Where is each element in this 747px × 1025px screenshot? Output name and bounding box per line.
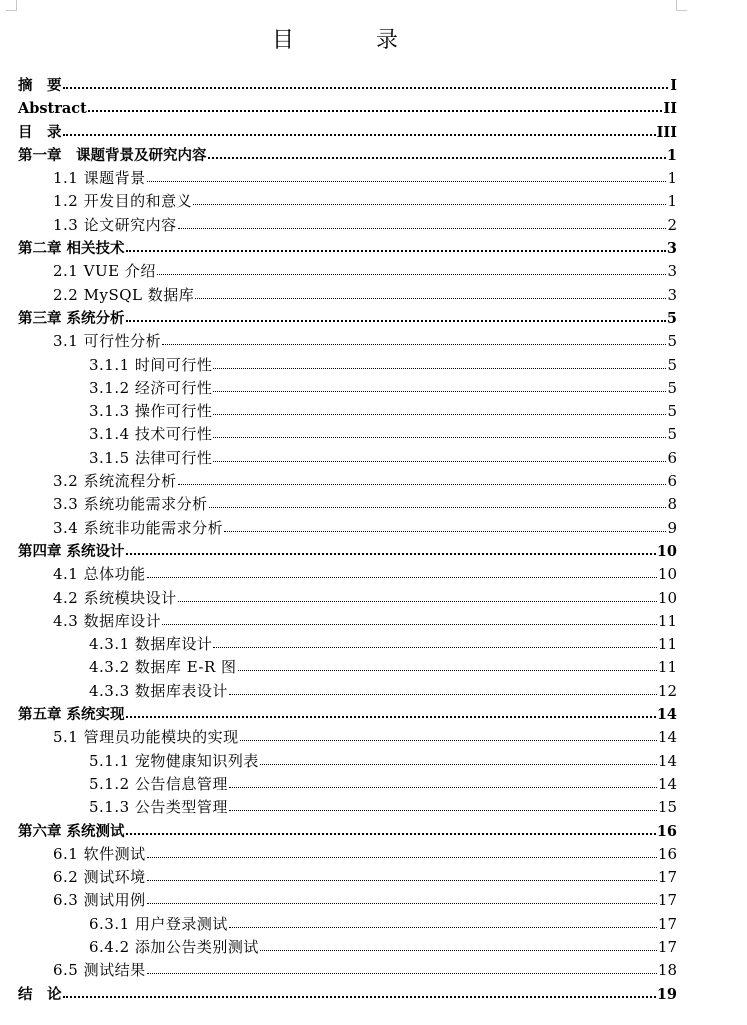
toc-entry[interactable]	[18, 866, 677, 889]
toc-entry-label: 3.1.2 经济可行性	[89, 378, 213, 397]
toc-entry-label: 6.3 测试用例	[53, 891, 146, 910]
toc-entry-label: 3.2 系统流程分析	[53, 472, 177, 491]
toc-dot-leader	[147, 171, 667, 183]
toc-entry[interactable]	[18, 703, 677, 726]
toc-dot-leader	[178, 591, 657, 603]
toc-page-number: 14	[656, 706, 677, 724]
toc-dot-leader	[260, 754, 657, 766]
toc-page-number: 3	[666, 240, 677, 258]
toc-entry-label: 2.1 VUE 介绍	[53, 262, 156, 281]
toc-entry-label: 1.3 论文研究内容	[53, 215, 177, 234]
toc-entry[interactable]	[18, 74, 677, 97]
toc-dot-leader	[213, 404, 666, 416]
toc-entry-label: 1.2 开发目的和意义	[53, 192, 193, 211]
toc-page-number: 5	[667, 402, 677, 421]
toc-page-number: 5	[666, 309, 677, 327]
toc-entry-label: 4.3.2 数据库 E-R 图	[89, 658, 237, 677]
toc-page-number: 3	[667, 285, 677, 304]
toc-dot-leader	[213, 637, 656, 649]
toc-entry[interactable]	[18, 843, 677, 866]
toc-dot-leader	[63, 125, 656, 137]
toc-entry[interactable]	[18, 284, 677, 307]
toc-entry-label: 3.3 系统功能需求分析	[53, 495, 208, 514]
toc-dot-leader	[126, 311, 666, 323]
toc-entry-label: 3.1.1 时间可行性	[89, 355, 213, 374]
toc-entry[interactable]	[18, 307, 677, 330]
toc-page-number: 17	[657, 891, 677, 910]
toc-page-number: 19	[656, 985, 677, 1003]
toc-dot-leader	[63, 987, 656, 999]
toc-entry[interactable]	[18, 144, 677, 167]
toc-page-number: 10	[656, 542, 677, 560]
toc-entry-label: 摘 要	[18, 77, 62, 94]
toc-entry[interactable]	[18, 936, 677, 959]
toc-entry-label: 4.2 系统模块设计	[53, 588, 177, 607]
toc-entry-label: 6.3.1 用户登录测试	[89, 914, 228, 933]
toc-page-number: 17	[657, 914, 677, 933]
toc-page-number: 8	[667, 495, 677, 514]
toc-dot-leader	[229, 684, 657, 696]
toc-entry[interactable]	[18, 260, 677, 283]
toc-entry[interactable]	[18, 587, 677, 610]
toc-entry[interactable]	[18, 470, 677, 493]
toc-entry[interactable]	[18, 633, 677, 656]
toc-entry[interactable]	[18, 563, 677, 586]
toc-entry[interactable]	[18, 983, 677, 1006]
crop-mark-top-left	[6, 0, 17, 11]
toc-page-number: 2	[667, 215, 677, 234]
toc-dot-leader	[88, 101, 663, 113]
toc-entry[interactable]	[18, 121, 677, 144]
toc-page-number: 15	[657, 798, 677, 817]
toc-page-number: 17	[657, 868, 677, 887]
toc-page-number: 5	[667, 378, 677, 397]
toc-page-number: 16	[656, 822, 677, 840]
toc-dot-leader	[147, 893, 657, 905]
toc-page-number: 1	[666, 146, 677, 164]
toc-entry-label: 第四章 系统设计	[18, 542, 125, 560]
toc-entry[interactable]	[18, 656, 677, 679]
toc-page-number: 6	[667, 448, 677, 467]
toc-dot-leader	[147, 870, 657, 882]
toc-page-number: 3	[667, 262, 677, 281]
toc-page-number: 6	[667, 472, 677, 491]
toc-entry-label: Abstract	[18, 100, 87, 118]
toc-entry-label: 5.1.2 公告信息管理	[89, 774, 228, 793]
toc-entry-label: 5.1.3 公告类型管理	[89, 798, 228, 817]
toc-entry-label: 3.1.3 操作可行性	[89, 402, 213, 421]
toc-page-number: II	[663, 100, 677, 118]
toc-page-number: 17	[657, 937, 677, 956]
toc-dot-leader	[229, 917, 657, 929]
toc-dot-leader	[208, 148, 666, 160]
toc-entry-label: 6.1 软件测试	[53, 844, 146, 863]
toc-entry-label: 1.1 课题背景	[53, 169, 146, 188]
toc-entry-label: 4.3.1 数据库设计	[89, 635, 213, 654]
toc-entry[interactable]	[18, 540, 677, 563]
toc-entry[interactable]	[18, 190, 677, 213]
toc-dot-leader	[178, 474, 667, 486]
toc-dot-leader	[147, 847, 657, 859]
toc-entry[interactable]	[18, 377, 677, 400]
toc-page-number: 14	[657, 751, 677, 770]
toc-entry[interactable]	[18, 400, 677, 423]
toc-entry[interactable]	[18, 959, 677, 982]
toc-page-number: 1	[667, 169, 677, 188]
toc-entry[interactable]	[18, 773, 677, 796]
toc-page-number: 14	[657, 728, 677, 747]
toc-entry-label: 5.1.1 宠物健康知识列表	[89, 751, 259, 770]
toc-entry[interactable]	[18, 97, 677, 120]
toc-dot-leader	[147, 963, 657, 975]
toc-dot-leader	[178, 218, 667, 230]
toc-entry[interactable]	[18, 680, 677, 703]
toc-page-number: 11	[657, 635, 677, 654]
toc-dot-leader	[229, 800, 657, 812]
toc-entry[interactable]	[18, 423, 677, 446]
toc-entry[interactable]	[18, 726, 677, 749]
toc-page-number: 10	[657, 588, 677, 607]
toc-entry-label: 2.2 MySQL 数据库	[53, 285, 195, 304]
toc-entry-label: 4.3 数据库设计	[53, 611, 162, 630]
toc-entry-label: 3.1 可行性分析	[53, 332, 162, 351]
toc-entry[interactable]	[18, 796, 677, 819]
toc-page-number: 12	[657, 681, 677, 700]
toc-dot-leader	[213, 381, 666, 393]
toc-entry[interactable]	[18, 750, 677, 773]
toc-dot-leader	[126, 824, 656, 836]
toc-entry-label: 目 录	[18, 123, 62, 141]
toc-dot-leader	[157, 264, 667, 276]
toc-entry-label: 第二章 相关技术	[18, 240, 125, 258]
crop-mark-top-right	[676, 0, 687, 11]
toc-page-number: 14	[657, 774, 677, 793]
toc-entry-label: 3.4 系统非功能需求分析	[53, 518, 224, 537]
toc-entry[interactable]	[18, 354, 677, 377]
toc-dot-leader	[209, 497, 667, 509]
toc-page-number: 5	[667, 355, 677, 374]
toc-dot-leader	[193, 194, 666, 206]
toc-entry-label: 第五章 系统实现	[18, 706, 125, 724]
toc-entry-label: 第一章 课题背景及研究内容	[18, 146, 207, 164]
toc-entry-label: 第三章 系统分析	[18, 309, 125, 327]
toc-page-number: III	[656, 123, 677, 141]
toc-entry[interactable]	[18, 330, 677, 353]
toc-dot-leader	[126, 241, 666, 253]
toc-entry-label: 4.1 总体功能	[53, 565, 146, 584]
toc-dot-leader	[162, 334, 666, 346]
toc-entry[interactable]	[18, 517, 677, 540]
toc-dot-leader	[213, 427, 666, 439]
toc-dot-leader	[126, 544, 656, 556]
table-of-contents	[18, 74, 677, 1006]
toc-entry-label: 4.3.3 数据库表设计	[89, 681, 228, 700]
toc-entry[interactable]	[18, 237, 677, 260]
toc-entry-label: 3.1.4 技术可行性	[89, 425, 213, 444]
toc-dot-leader	[147, 567, 657, 579]
toc-entry[interactable]	[18, 820, 677, 843]
toc-page-number: 5	[667, 425, 677, 444]
toc-dot-leader	[240, 730, 657, 742]
toc-dot-leader	[63, 78, 669, 90]
toc-dot-leader	[260, 940, 657, 952]
toc-entry-label: 第六章 系统测试	[18, 822, 125, 840]
toc-page-number: 10	[657, 565, 677, 584]
toc-entry-label: 3.1.5 法律可行性	[89, 448, 213, 467]
toc-entry[interactable]	[18, 214, 677, 237]
toc-page-number: 1	[667, 192, 677, 211]
toc-entry[interactable]	[18, 167, 677, 190]
toc-page-number: 16	[657, 844, 677, 863]
toc-page-number: I	[670, 77, 677, 94]
toc-entry-label: 结 论	[18, 985, 62, 1003]
toc-entry-label: 6.2 测试环境	[53, 868, 146, 887]
toc-entry-label: 6.4.2 添加公告类别测试	[89, 937, 259, 956]
toc-dot-leader	[229, 777, 657, 789]
toc-page-number: 5	[667, 332, 677, 351]
toc-entry[interactable]	[18, 889, 677, 912]
toc-entry[interactable]	[18, 447, 677, 470]
toc-entry-label: 6.5 测试结果	[53, 961, 146, 980]
toc-page-number: 9	[667, 518, 677, 537]
toc-page-number: 11	[657, 658, 677, 677]
toc-dot-leader	[213, 451, 666, 463]
toc-page-number: 11	[657, 611, 677, 630]
toc-dot-leader	[195, 288, 666, 300]
toc-dot-leader	[126, 707, 656, 719]
toc-entry[interactable]	[18, 913, 677, 936]
toc-entry-label: 5.1 管理员功能模块的实现	[53, 728, 239, 747]
toc-dot-leader	[162, 614, 657, 626]
toc-page-number: 18	[657, 961, 677, 980]
toc-title: 目 录	[271, 28, 428, 53]
toc-dot-leader	[238, 660, 657, 672]
toc-entry[interactable]	[18, 610, 677, 633]
toc-dot-leader	[213, 358, 666, 370]
toc-dot-leader	[224, 521, 666, 533]
toc-entry[interactable]	[18, 493, 677, 516]
